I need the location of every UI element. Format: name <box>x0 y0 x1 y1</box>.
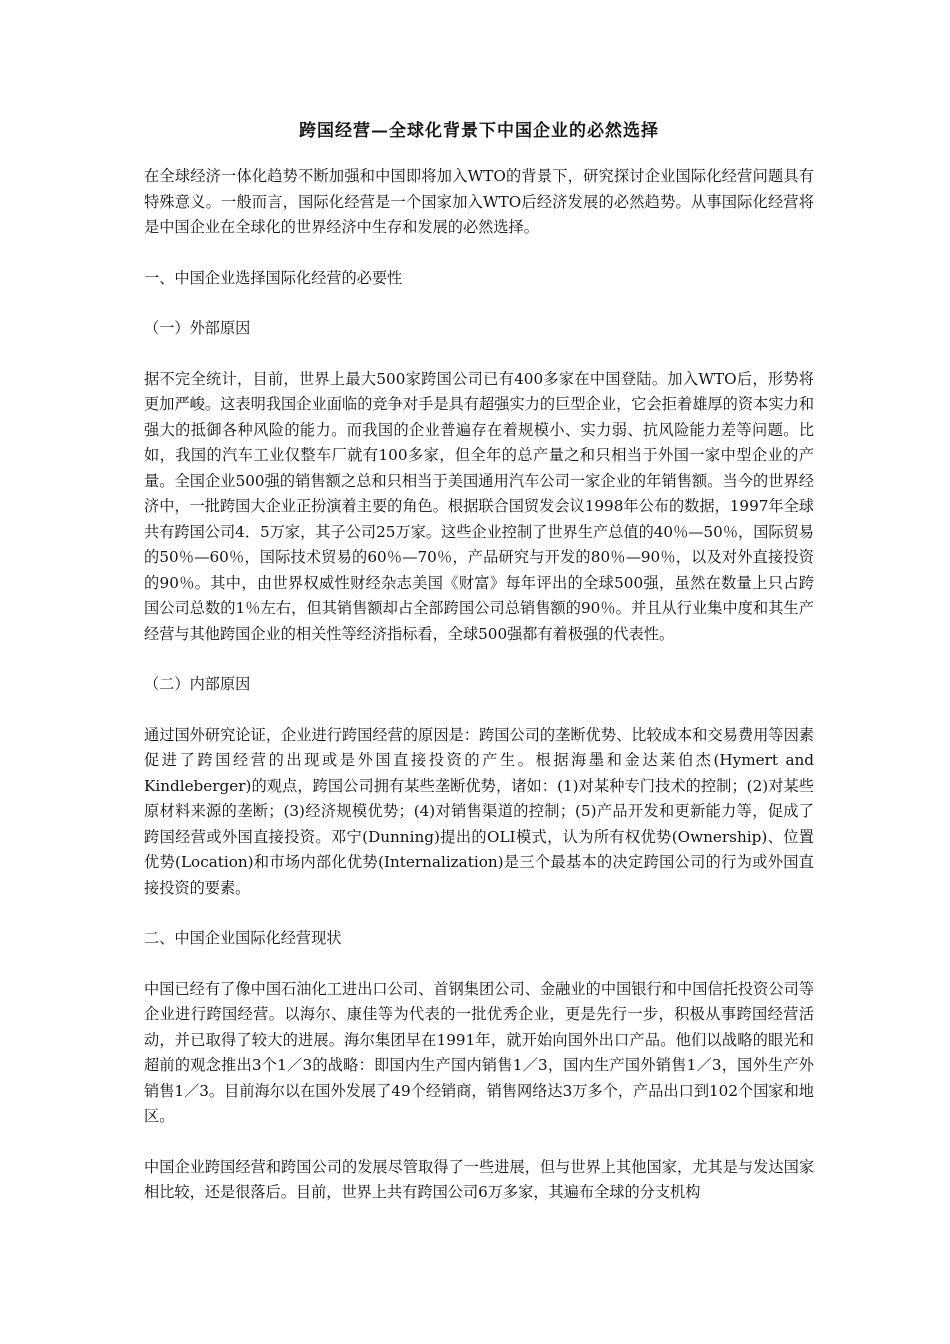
body-paragraph: 在全球经济一体化趋势不断加强和中国即将加入WTO的背景下，研究探讨企业国际化经营问题具有特殊意义。一般而言，国际化经营是一个国家加入WTO后经济发展的必然趋势。从事国际化经营将是中国企业在全球化的世界经济中生存和发展的必然选择。 <box>144 167 814 236</box>
section-heading: （一）外部原因 <box>144 319 251 337</box>
body-paragraph: 据不完全统计，目前，世界上最大500家跨国公司已有400多家在中国登陆。加入WTO后，形势将更加严峻。这表明我国企业面临的竞争对手是具有超强实力的巨型企业，它会拒着雄厚的资本实力和强大的抵御各种风险的能力。而我国的企业普遍存在着规模小、实力弱、抗风险能力差等问题。比如，我国的汽车工业仅整车厂就有100多家，但全年的总产量之和只相当于外国一家中型企业的产量。全国企业500强的销售额之总和只相当于美国通用汽车公司一家企业的年销售额。当今的世界经济中，一批跨国大企业正扮演着主要的角色。根据联合国贸发会议1998年公布的数据，1997年全球共有跨国公司4．5万家，其子公司25万家。这些企业控制了世界生产总值的40％—50％，国际贸易的50％—60％，国际技术贸易的60％—70％，产品研究与开发的80％—90％，以及对外直接投资的90％。其中，由世界权威性财经杂志美国《财富》每年评出的全球500强，虽然在数量上只占跨国公司总数的1％左右，但其销售额却占全部跨国公司总销售额的90％。并且从行业集中度和其生产经营与其他跨国企业的相关性等经济指标看，全球500强都有着极强的代表性。 <box>144 369 814 643</box>
body-paragraph: 中国已经有了像中国石油化工进出口公司、首钢集团公司、金融业的中国银行和中国信托投资公司等企业进行跨国经营。以海尔、康佳等为代表的一批优秀企业，更是先行一步，积极从事跨国经营活动，并已取得了较大的进展。海尔集团早在1991年，就开始向国外出口产品。他们以战略的眼光和超前的观念推出3个1／3的战略：即国内生产国内销售1／3，国内生产国外销售1／3，国外生产外销售1／3。目前海尔以在国外发展了49个经销商，销售网络达3万多个，产品出口到102个国家和地区。 <box>144 979 814 1125</box>
section-heading: 一、中国企业选择国际化经营的必要性 <box>144 268 403 287</box>
document-body <box>144 164 814 1206</box>
document-page <box>144 118 814 1231</box>
body-paragraph: 通过国外研究论证，企业进行跨国经营的原因是：跨国公司的垄断优势、比较成本和交易费用等因素促进了跨国经营的出现或是外国直接投资的产生。根据海墨和金达莱伯杰(Hymert and Kindleberger)的观点，跨国公司拥有某些垄断优势，诸如：(1)对某种专门技术的控制；(2)对某些原材料来源的垄断；(3)经济规模优势；(4)对销售渠道的控制；(5)产品开发和更新能力等，促成了跨国经营或外国直接投资。邓宁(Dunning)提出的OLI模式，认为所有权优势(Ownership)、位置优势(Location)和市场内部化优势(Internalization)是三个最基本的决定跨国公司的行为或外国直接投资的要素。 <box>144 725 814 897</box>
document-title: 跨国经营—全球化背景下中国企业的必然选择 <box>299 121 659 141</box>
section-heading: 二、中国企业国际化经营现状 <box>144 929 342 947</box>
body-paragraph: 中国企业跨国经营和跨国公司的发展尽管取得了一些进展，但与世界上其他国家，尤其是与发达国家相比较，还是很落后。目前，世界上共有跨国公司6万多家，其遍布全球的分支机构 <box>144 1157 814 1201</box>
section-heading: （二）内部原因 <box>144 675 251 693</box>
